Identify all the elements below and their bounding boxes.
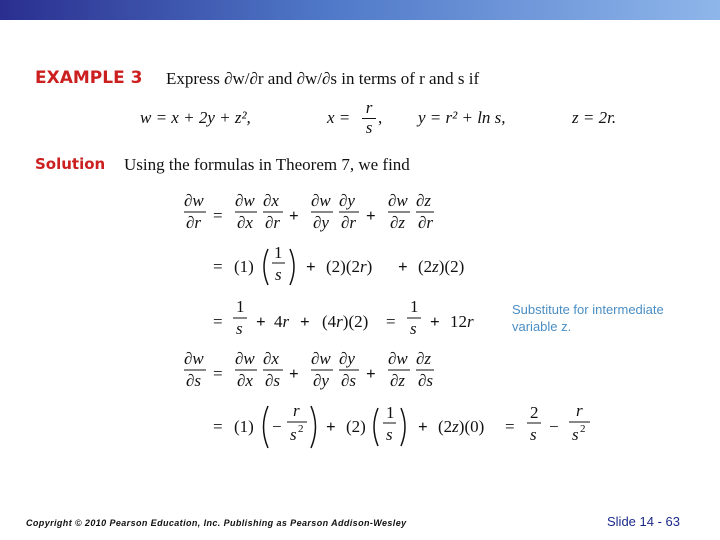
- annotation-line-1: Substitute for intermediate: [512, 302, 664, 317]
- svg-text:+: +: [326, 417, 336, 436]
- svg-text:∂w: ∂w: [235, 349, 255, 368]
- svg-text:+: +: [300, 312, 310, 331]
- svg-text:∂w: ∂w: [184, 349, 204, 368]
- svg-text:=: =: [213, 206, 223, 225]
- svg-text:s: s: [236, 319, 243, 338]
- svg-text:−: −: [549, 417, 559, 436]
- svg-text:s: s: [290, 425, 297, 444]
- solution-text: Using the formulas in Theorem 7, we find: [124, 155, 410, 174]
- svg-text:+: +: [289, 206, 299, 225]
- svg-text:(1): (1): [234, 417, 254, 436]
- svg-text:s: s: [410, 319, 417, 338]
- svg-text:∂r: ∂r: [418, 213, 434, 232]
- svg-text:+: +: [418, 417, 428, 436]
- svg-text:∂w: ∂w: [388, 191, 408, 210]
- svg-text:∂w: ∂w: [184, 191, 204, 210]
- svg-text:+: +: [366, 364, 376, 383]
- svg-text:=: =: [505, 417, 515, 436]
- svg-text:∂x: ∂x: [263, 349, 279, 368]
- svg-text:=: =: [213, 364, 223, 383]
- svg-text:∂x: ∂x: [263, 191, 279, 210]
- svg-text:∂w: ∂w: [311, 349, 331, 368]
- example-label: EXAMPLE 3: [35, 68, 143, 88]
- given-x-numerator: r: [365, 98, 373, 117]
- given-w: w = x + 2y + z²,: [140, 108, 251, 127]
- given-x-lhs: x =: [327, 108, 351, 127]
- svg-text:2: 2: [298, 423, 304, 435]
- svg-text:=: =: [386, 312, 396, 331]
- svg-text:∂w: ∂w: [388, 349, 408, 368]
- svg-text:∂w: ∂w: [311, 191, 331, 210]
- svg-text:∂s: ∂s: [186, 371, 202, 390]
- svg-text:∂s: ∂s: [265, 371, 281, 390]
- svg-text:∂z: ∂z: [416, 349, 432, 368]
- svg-text:+: +: [289, 364, 299, 383]
- svg-text:=: =: [213, 257, 223, 276]
- given-y: y = r² + ln s,: [418, 108, 506, 127]
- svg-text:12r: 12r: [450, 312, 474, 331]
- slide-number: Slide 14 - 63: [607, 514, 680, 529]
- svg-text:−: −: [272, 417, 282, 436]
- svg-text:s: s: [530, 425, 537, 444]
- svg-text:s: s: [572, 425, 579, 444]
- svg-text:∂r: ∂r: [265, 213, 281, 232]
- svg-text:+: +: [256, 312, 266, 331]
- svg-text:1: 1: [274, 243, 283, 262]
- svg-text:2: 2: [580, 423, 586, 435]
- svg-text:=: =: [213, 417, 223, 436]
- svg-text:2: 2: [530, 403, 539, 422]
- svg-text:∂x: ∂x: [237, 213, 253, 232]
- svg-text:s: s: [275, 265, 282, 284]
- svg-text:+: +: [306, 257, 316, 276]
- svg-text:(2z)(0): (2z)(0): [438, 417, 485, 436]
- svg-text:s: s: [386, 425, 393, 444]
- svg-text:∂s: ∂s: [418, 371, 434, 390]
- svg-text:∂x: ∂x: [237, 371, 253, 390]
- solution-label: Solution: [35, 155, 106, 173]
- svg-text:=: =: [213, 312, 223, 331]
- copyright-footer: Copyright © 2010 Pearson Education, Inc. Publishing as Pearson Addison-Wesley: [26, 518, 407, 528]
- svg-text:(1): (1): [234, 257, 254, 276]
- given-z: z = 2r.: [572, 108, 617, 127]
- svg-text:1: 1: [236, 297, 245, 316]
- problem-text: Express ∂w/∂r and ∂w/∂s in terms of r and s if: [166, 69, 480, 88]
- annotation-line-2: variable z.: [512, 319, 572, 334]
- svg-text:∂y: ∂y: [313, 213, 329, 232]
- svg-text:∂z: ∂z: [416, 191, 432, 210]
- svg-text:∂z: ∂z: [390, 213, 406, 232]
- svg-text:+: +: [430, 312, 440, 331]
- svg-text:∂r: ∂r: [341, 213, 357, 232]
- svg-text:+: +: [366, 206, 376, 225]
- svg-text:(2): (2): [346, 417, 366, 436]
- svg-text:∂y: ∂y: [339, 349, 355, 368]
- svg-text:∂w: ∂w: [235, 191, 255, 210]
- svg-text:(2)(2r): (2)(2r): [326, 257, 373, 276]
- svg-text:(4r)(2): (4r)(2): [322, 312, 369, 331]
- svg-text:∂r: ∂r: [186, 213, 202, 232]
- svg-text:∂y: ∂y: [313, 371, 329, 390]
- svg-text:∂z: ∂z: [390, 371, 406, 390]
- svg-text:1: 1: [386, 403, 395, 422]
- svg-text:r: r: [576, 401, 583, 420]
- given-x-denominator: s: [365, 118, 373, 137]
- svg-text:r: r: [293, 401, 300, 420]
- svg-text:+: +: [398, 257, 408, 276]
- svg-text:4r: 4r: [274, 312, 290, 331]
- svg-text:∂s: ∂s: [341, 371, 357, 390]
- svg-text:1: 1: [410, 297, 419, 316]
- svg-text:∂y: ∂y: [339, 191, 355, 210]
- svg-text:(2z)(2): (2z)(2): [418, 257, 465, 276]
- given-x-comma: ,: [378, 108, 383, 127]
